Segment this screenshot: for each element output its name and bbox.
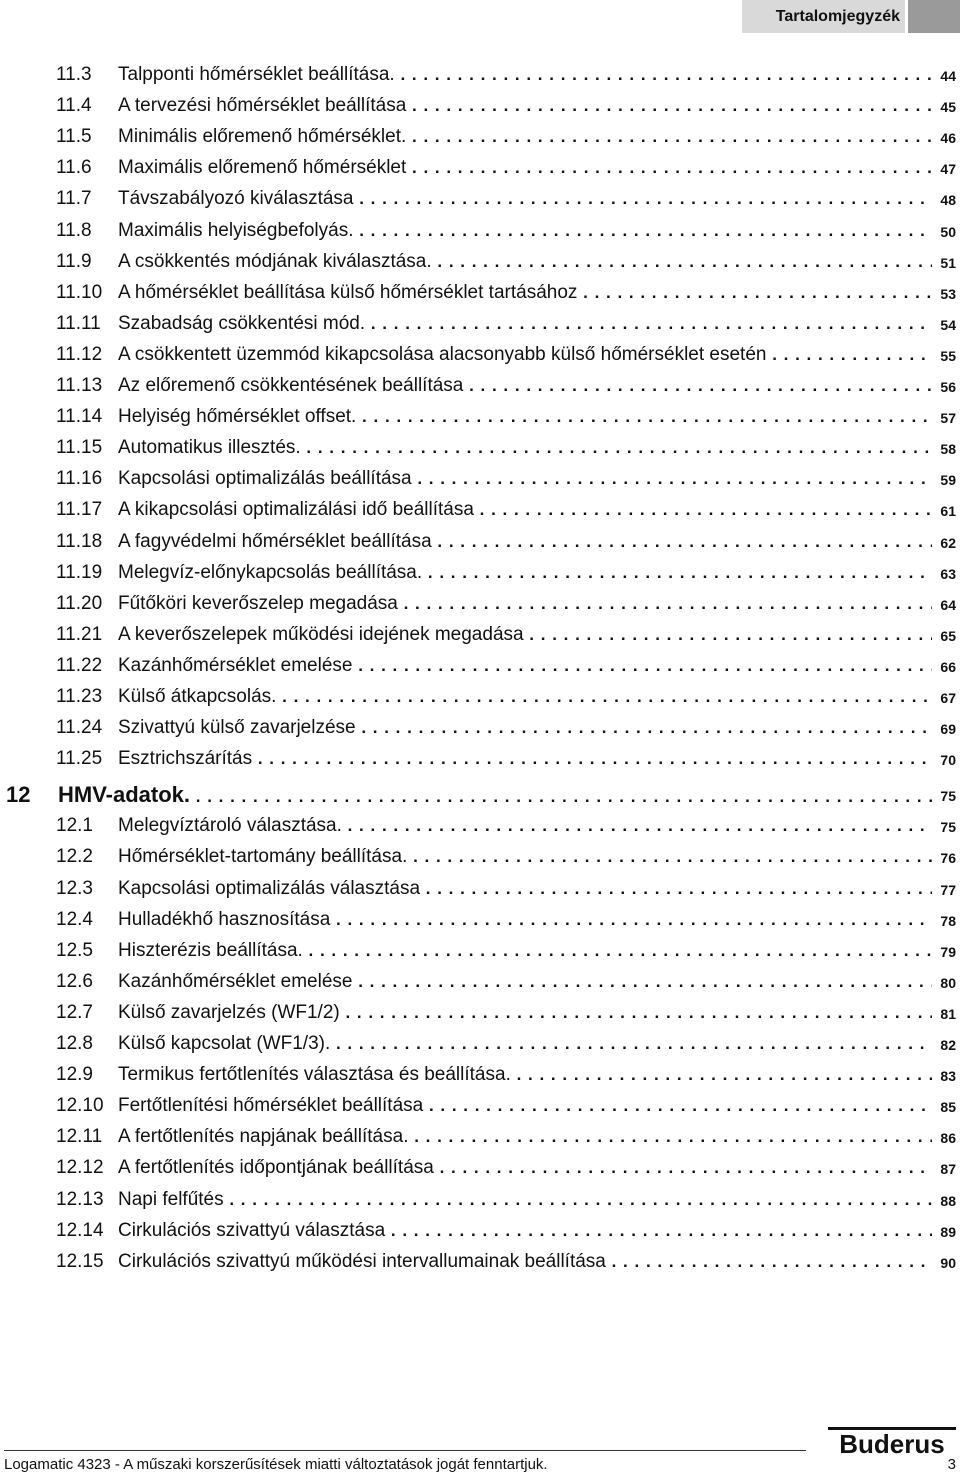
toc-entry[interactable] (0, 1249, 960, 1275)
toc-number: 11.18 (56, 530, 103, 552)
toc-title: Távszabályozó kiválasztása . . . (118, 186, 932, 212)
toc-entry[interactable] (0, 813, 960, 839)
toc-page: 75 (940, 819, 956, 836)
toc-page: 83 (940, 1068, 956, 1085)
toc-number: 12.7 (56, 1001, 93, 1023)
toc-page: 75 (940, 788, 956, 805)
toc-page: 45 (940, 99, 956, 116)
toc-number: 12.14 (56, 1219, 104, 1241)
toc-page: 77 (940, 881, 956, 898)
toc-entry[interactable] (0, 311, 960, 337)
toc-page: 54 (940, 316, 956, 333)
toc-number: 11.22 (56, 654, 103, 676)
toc-page: 51 (940, 254, 956, 271)
toc-title: Hulladékhő hasznosítása . . . (118, 907, 932, 933)
toc-entry[interactable] (0, 466, 960, 492)
toc-entry[interactable] (0, 373, 960, 399)
toc-entry[interactable] (0, 876, 960, 902)
toc-number: 11.12 (56, 343, 103, 365)
toc-title: HMV-adatok. . . . (58, 779, 932, 811)
toc-number: 12.1 (56, 815, 93, 837)
toc-number: 11.25 (56, 748, 103, 770)
toc-title: Maximális helyiségbefolyás. . . . (118, 218, 932, 244)
toc-entry[interactable] (0, 844, 960, 870)
toc-page: 59 (940, 472, 956, 489)
toc-page: 70 (940, 752, 956, 769)
toc-title: Kapcsolási optimalizálás beállítása . . . (118, 466, 932, 492)
toc-page: 44 (940, 68, 956, 84)
toc-entry[interactable] (0, 342, 960, 368)
toc-page: 67 (940, 690, 956, 706)
toc-title: Hőmérséklet-tartomány beállítása. . . . (118, 844, 932, 870)
toc-page: 79 (940, 943, 956, 960)
toc-entry[interactable] (0, 653, 960, 679)
toc-entry[interactable] (0, 280, 960, 306)
toc-number: 11.4 (56, 95, 92, 117)
toc-page: 69 (940, 721, 956, 738)
toc-title: Automatikus illesztés. . . . (118, 435, 932, 461)
toc-page: 85 (940, 1099, 956, 1116)
toc-title: Talpponti hőmérséklet beállítása. . . . (118, 62, 932, 88)
toc-entry[interactable] (0, 249, 960, 275)
toc-title: Külső zavarjelzés (WF1/2) . . . (118, 1000, 932, 1026)
toc-number: 11.24 (56, 717, 103, 739)
toc-title: Termikus fertőtlenítés választása és beállítása. . . . (118, 1062, 932, 1088)
toc-title: Fűtőköri keverőszelep megadása . . . (118, 591, 932, 617)
toc-entry[interactable] (0, 684, 960, 710)
buderus-logo (828, 1420, 956, 1458)
toc-page: 57 (940, 410, 956, 427)
toc-entry[interactable] (0, 938, 960, 964)
toc-number: 11.14 (56, 406, 103, 428)
toc-page: 81 (940, 1005, 956, 1022)
toc-number: 11.20 (56, 592, 103, 614)
toc-entry[interactable] (0, 218, 960, 244)
toc-number: 12.11 (56, 1126, 103, 1148)
toc-entry[interactable] (0, 560, 960, 586)
toc-entry[interactable] (0, 1000, 960, 1026)
toc-page: 90 (940, 1254, 956, 1271)
toc-number: 12.10 (56, 1095, 104, 1117)
toc-number: 12.13 (56, 1188, 104, 1210)
toc-title: Külső kapcsolat (WF1/3). . . . (118, 1031, 932, 1057)
toc-title: A hőmérséklet beállítása külső hőmérséklet tartásához . . . (118, 280, 932, 306)
toc-title: Fertőtlenítési hőmérséklet beállítása . . . (118, 1093, 932, 1119)
toc-entry[interactable] (0, 715, 960, 741)
toc-number: 11.5 (56, 126, 92, 148)
toc-title: Helyiség hőmérséklet offset. . . . (118, 404, 932, 430)
toc-entry[interactable] (0, 124, 960, 150)
toc-number: 11.7 (56, 188, 92, 210)
toc-title: Melegvíztároló választása. . . . (118, 813, 932, 839)
toc-title: A fertőtlenítés időpontjának beállítása . . . (118, 1155, 932, 1181)
toc-entry[interactable] (0, 746, 960, 772)
toc-number: 12.15 (56, 1250, 104, 1272)
toc-title: A fertőtlenítés napjának beállítása. . . . (118, 1124, 932, 1150)
toc-title: Kazánhőmérséklet emelése . . . (118, 969, 932, 995)
toc-page: 78 (940, 912, 956, 929)
toc-number: 11.6 (56, 157, 92, 179)
toc-title: Szivattyú külső zavarjelzése . . . (118, 715, 932, 741)
header-box (908, 0, 960, 33)
toc-entry[interactable] (0, 622, 960, 648)
toc-page: 63 (940, 565, 956, 582)
toc-title: Napi felfűtés . . . (118, 1187, 932, 1213)
toc-entry[interactable] (0, 907, 960, 933)
toc-number: 12.2 (56, 846, 93, 868)
toc-title: Cirkulációs szivattyú választása . . . (118, 1218, 932, 1244)
toc-number: 12.4 (56, 908, 93, 930)
toc-page: 65 (940, 627, 956, 644)
toc-entry[interactable] (0, 1155, 960, 1181)
toc-title: A csökkentés módjának kiválasztása. . . . (118, 249, 932, 275)
toc-title: Kapcsolási optimalizálás választása . . . (118, 876, 932, 902)
toc-number: 11.15 (56, 437, 103, 459)
toc-title: Maximális előremenő hőmérséklet . . . (118, 155, 932, 181)
toc-title: Esztrichszárítás . . . (118, 746, 932, 772)
toc-page: 86 (940, 1130, 956, 1147)
toc-number: 11.21 (56, 623, 103, 645)
toc-title: Hiszterézis beállítása. . . . (118, 938, 932, 964)
toc-title: A fagyvédelmi hőmérséklet beállítása . . . (118, 529, 932, 555)
toc-page: 53 (940, 285, 956, 302)
toc-number: 11.19 (56, 561, 103, 583)
toc-entry[interactable] (0, 93, 960, 119)
toc-number: 12 (6, 782, 31, 808)
toc-page: 48 (940, 192, 956, 209)
footer-page-number: 3 (947, 1456, 956, 1473)
toc-entry[interactable] (0, 1187, 960, 1213)
footer-text: Logamatic 4323 - A műszaki korszerűsítések miatti változtatások jogát fenntartjuk. (4, 1456, 548, 1473)
toc-number: 12.9 (56, 1064, 93, 1086)
toc-title: Az előremenő csökkentésének beállítása . . . (118, 373, 932, 399)
toc-page: 88 (940, 1192, 956, 1209)
toc-number: 11.10 (56, 281, 103, 303)
toc-entry[interactable] (0, 62, 960, 88)
toc-entry[interactable] (0, 1093, 960, 1119)
toc-number: 11.13 (56, 375, 103, 396)
toc-entry[interactable] (0, 591, 960, 617)
toc-page: 50 (940, 223, 956, 240)
toc-number: 12.8 (56, 1033, 93, 1054)
toc-title: Külső átkapcsolás. . . . (118, 684, 932, 710)
toc-number: 11.3 (56, 64, 92, 85)
logo-text: Buderus (839, 1429, 945, 1458)
toc-page: 58 (940, 441, 956, 458)
toc-page: 87 (940, 1161, 956, 1178)
toc-page: 64 (940, 596, 956, 613)
toc-number: 11.8 (56, 219, 92, 241)
toc-title: Kazánhőmérséklet emelése . . . (118, 653, 932, 679)
toc-page: 89 (940, 1223, 956, 1240)
footer-rule (4, 1450, 806, 1451)
toc-title: Cirkulációs szivattyú működési intervallumainak beállítása . . . (118, 1249, 932, 1275)
toc-title: A keverőszelepek működési idejének megadása . . . (118, 622, 932, 648)
toc-entry[interactable] (0, 497, 960, 523)
toc-title: A kikapcsolási optimalizálási idő beállítása . . . (118, 497, 932, 523)
toc-number: 12.6 (56, 970, 93, 992)
toc-entry[interactable] (0, 1062, 960, 1088)
toc-entry[interactable] (0, 969, 960, 995)
toc-page: 55 (940, 347, 956, 364)
toc-number: 11.23 (56, 686, 103, 707)
toc-page: 80 (940, 974, 956, 991)
toc-page: 76 (940, 850, 956, 867)
toc-page: 56 (940, 379, 956, 395)
toc-title: Szabadság csökkentési mód. . . . (118, 311, 932, 337)
toc-page: 66 (940, 658, 956, 675)
toc-number: 11.9 (56, 250, 92, 272)
toc-title: A csökkentett üzemmód kikapcsolása alacsonyabb külső hőmérséklet esetén . . . (118, 342, 932, 368)
toc-entry[interactable] (0, 1124, 960, 1150)
toc-page: 46 (940, 130, 956, 147)
toc-number: 12.12 (56, 1157, 104, 1179)
toc-entry[interactable] (0, 435, 960, 461)
toc-entry[interactable] (0, 155, 960, 181)
toc-number: 11.16 (56, 468, 103, 490)
toc-page: 62 (940, 534, 956, 551)
toc-title: A tervezési hőmérséklet beállítása . . . (118, 93, 932, 119)
toc-number: 11.17 (56, 499, 103, 521)
toc-entry[interactable] (0, 186, 960, 212)
toc-entry[interactable] (0, 404, 960, 430)
toc-number: 11.11 (56, 312, 101, 334)
toc-page: 61 (940, 503, 956, 520)
header-title: Tartalomjegyzék (775, 8, 900, 25)
toc-title: Minimális előremenő hőmérséklet. . . . (118, 124, 932, 150)
toc-page: 47 (940, 161, 956, 178)
toc-entry[interactable] (0, 1218, 960, 1244)
toc-page: 82 (940, 1037, 956, 1053)
toc-chapter[interactable] (0, 779, 960, 811)
toc-entry[interactable] (0, 529, 960, 555)
toc-title: Melegvíz-előnykapcsolás beállítása. . . . (118, 560, 932, 586)
toc-number: 12.5 (56, 939, 93, 961)
toc-number: 12.3 (56, 877, 93, 899)
toc-entry[interactable] (0, 1031, 960, 1057)
